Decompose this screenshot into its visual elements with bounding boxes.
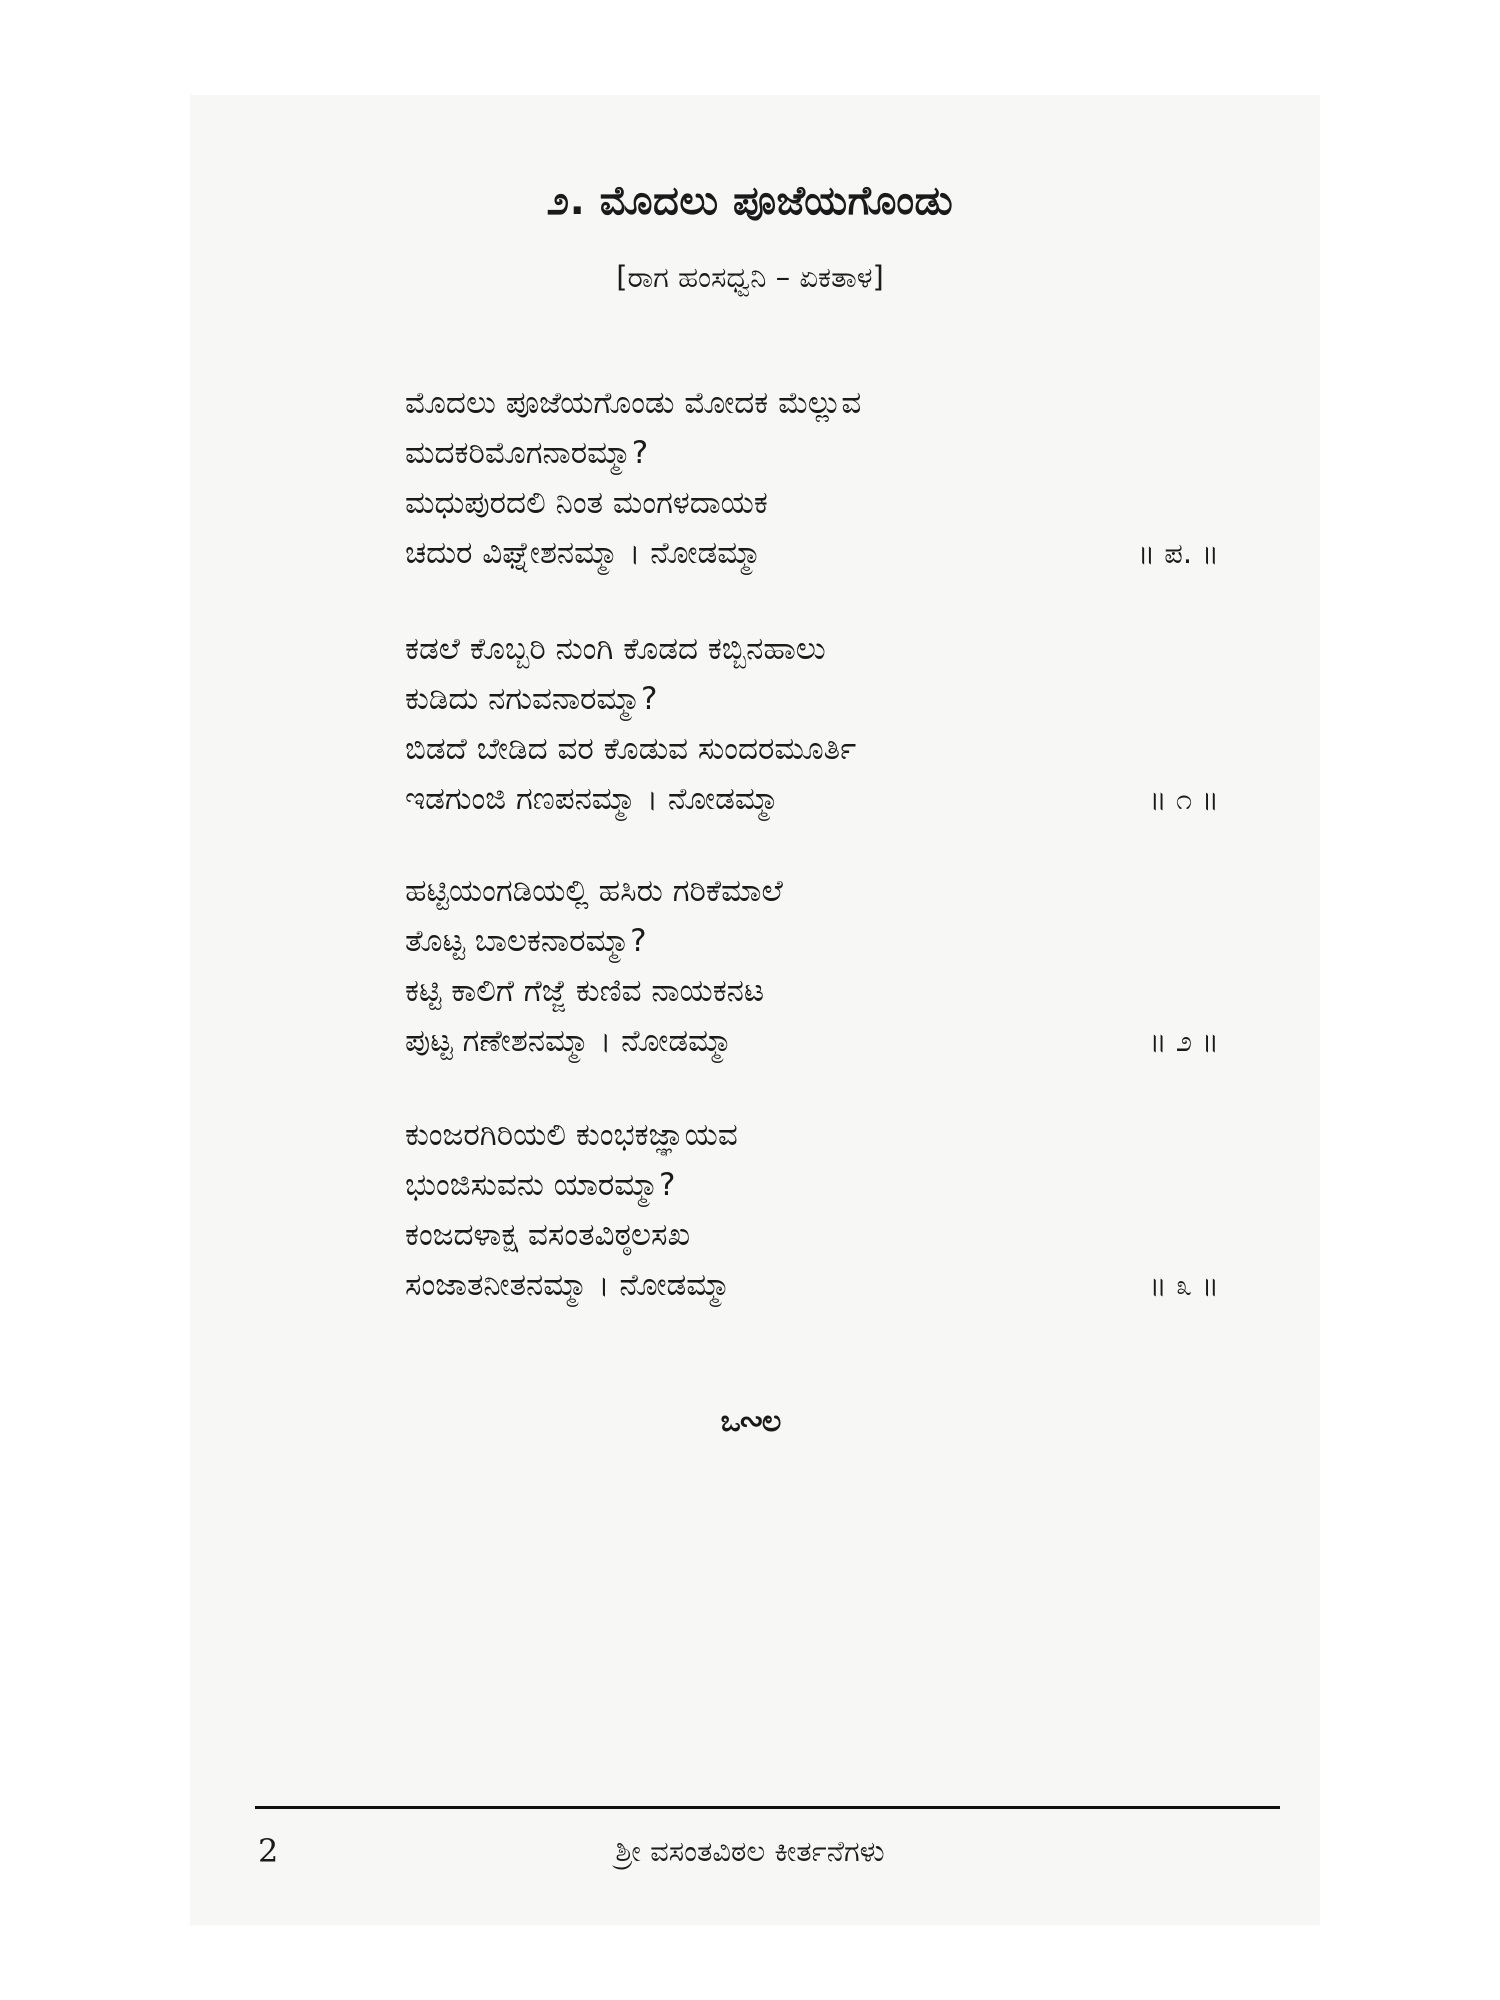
verse-line	[405, 528, 1235, 578]
verse-line: ತೊಟ್ಟ ಬಾಲಕನಾರಮ್ಮಾ?	[405, 923, 647, 959]
verse-line: ಭುಂಜಿಸುವನು ಯಾರಮ್ಮಾ?	[405, 1167, 676, 1203]
verse-line	[405, 1016, 1235, 1066]
stanza-marker: ॥ ೧ ॥	[1148, 782, 1219, 816]
verse-line: ಮಧುಪುರದಲಿ ನಿಂತ ಮಂಗಳದಾಯಕ	[405, 485, 768, 521]
stanza-3	[405, 1110, 1235, 1310]
verse-text: ಸಂಜಾತನೀತನಮ್ಮಾ । ನೋಡಮ್ಮಾ	[405, 1267, 731, 1303]
verse-line: ಬಿಡದೆ ಬೇಡಿದ ವರ ಕೊಡುವ ಸುಂದರಮೂರ್ತಿ	[405, 731, 857, 767]
page-number: 2	[258, 1832, 279, 1870]
stanza-pallavi	[405, 378, 1235, 578]
footer-divider	[255, 1806, 1280, 1809]
song-title: ೨. ಮೊದಲು ಪೂಜೆಯಗೊಂಡು	[546, 178, 954, 224]
verse-line: ಕಡಲೆ ಕೊಬ್ಬರಿ ನುಂಗಿ ಕೊಡದ ಕಬ್ಬಿನಹಾಲು	[405, 631, 826, 667]
verse-line: ಮದಕರಿಮೊಗನಾರಮ್ಮಾ?	[405, 435, 649, 471]
verse-line: ಕುಡಿದು ನಗುವನಾರಮ್ಮಾ?	[405, 681, 658, 717]
verse-text: ಚದುರ ವಿಘ್ನೇಶನಮ್ಮಾ । ನೋಡಮ್ಮಾ	[405, 535, 762, 571]
end-ornament: ಒ∾ಲ	[720, 1404, 780, 1439]
verse-line: ಹಟ್ಟಿಯಂಗಡಿಯಲ್ಲಿ ಹಸಿರು ಗರಿಕೆಮಾಲೆ	[405, 873, 783, 909]
verse-line: ಮೊದಲು ಪೂಜೆಯಗೊಂಡು ಮೋದಕ ಮೆಲ್ಲುವ	[405, 385, 862, 421]
verse-line	[405, 1260, 1235, 1310]
stanza-2	[405, 866, 1235, 1066]
verse-line: ಕಟ್ಟಿ ಕಾಲಿಗೆ ಗೆಜ್ಜೆ ಕುಣಿವ ನಾಯಕನಟ	[405, 973, 765, 1009]
verse-text: ಪುಟ್ಟ ಗಣೇಶನಮ್ಮಾ । ನೋಡಮ್ಮಾ	[405, 1023, 733, 1059]
stanza-marker: ॥ ೩ ॥	[1148, 1268, 1219, 1302]
stanza-1	[405, 624, 1235, 824]
verse-line: ಕುಂಜರಗಿರಿಯಲಿ ಕುಂಭಕಜ್ಞಾಯವ	[405, 1117, 738, 1153]
running-footer-title: ಶ್ರೀ ವಸಂತವಿಠಲ ಕೀರ್ತನೆಗಳು	[615, 1834, 885, 1868]
verse-line	[405, 774, 1235, 824]
stanza-marker: ॥ ೨ ॥	[1148, 1024, 1219, 1058]
stanza-marker: ॥ ಪ. ॥	[1137, 536, 1219, 570]
raga-tala-label: [ರಾಗ ಹಂಸಧ್ವನಿ – ಏಕತಾಳ]	[616, 260, 884, 294]
verse-text: ಇಡಗುಂಜಿ ಗಣಪನಮ್ಮಾ । ನೋಡಮ್ಮಾ	[405, 781, 780, 817]
verse-line: ಕಂಜದಳಾಕ್ಷ ವಸಂತವಿಠ್ಠಲಸಖ	[405, 1217, 691, 1253]
